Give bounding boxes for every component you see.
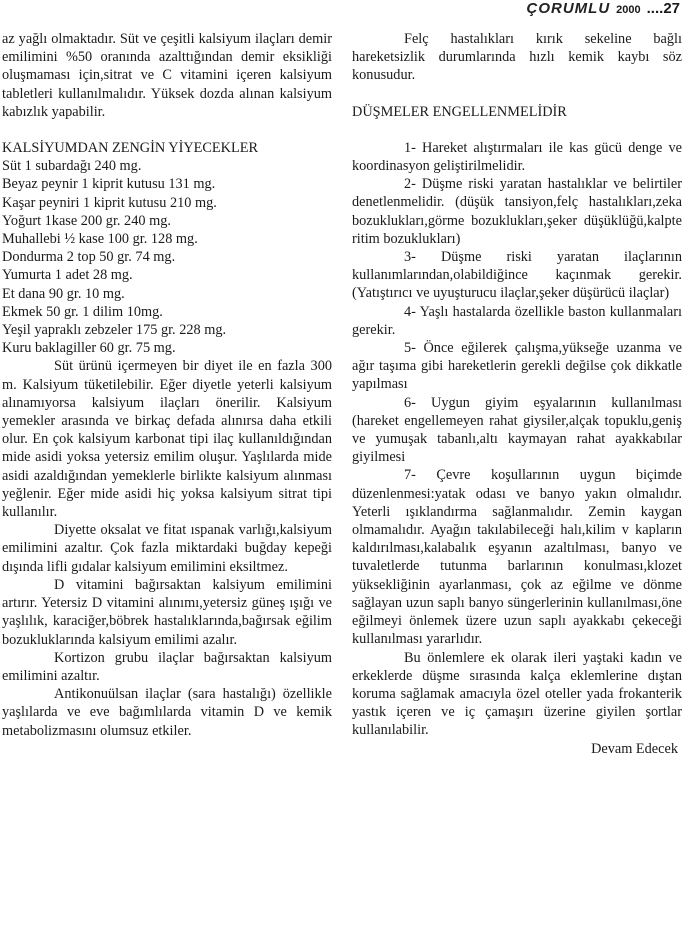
food-item: Yumurta 1 adet 28 mg.: [2, 267, 133, 284]
food-item: Et dana 90 gr. 10 mg.: [2, 285, 125, 302]
left-paragraph-6: Antikonuülsan ilaçlar (sara hastalığı) özellikle yaşlılarda ve eve bağımlılarda vitamin D ve kemik metabolizmasını olumsuz etkiler.: [2, 686, 332, 739]
spacer: [352, 121, 682, 139]
prevention-item: 6- Uygun giyim eşyalarının kullanılması (hareket engellemeyen rahat giysiler,alçak topuklu,geniş ve yumuşak tabanlı,altı kaymayan rahat ayakkabılar giyilmesi: [352, 394, 682, 466]
food-item: Beyaz peynir 1 kiprit kutusu 131 mg.: [2, 176, 216, 193]
prevention-item: 3- Düşme riski yaratan ilaçlarının kullanımlarından,olabildiğince kaçınmak gerekir. (Yatıştırıcı ve uyuşturucu ilaçlar,şeker düşürücü ilaçlar): [352, 249, 682, 302]
left-paragraph-5: Kortizon grubu ilaçlar bağırsaktan kalsiyum emilimini azaltır.: [2, 649, 332, 684]
section-heading-falls: DÜŞMELER ENGELLENMELİDİR: [352, 103, 567, 120]
continued-note: Devam Edecek: [591, 740, 678, 757]
food-item: Kaşar peyniri 1 kiprit kutusu 210 mg.: [2, 194, 217, 211]
prevention-item: 7- Çevre koşullarının uygun biçimde düzenlenmesi:yatak odası ve banyo yakın olmalıdır. Yeterli ışıklandırma sağlanmalıdır. Zemin kaygan olmamalıdır. Ayağın takılabileceği halı,kilim v kapların kaldırılması,kalabalık eşyanın azaltılması, banyo ve tuvaletlerde tutunma barlarının konulması,klozet yüksekliğinin ayarlanması, çok az eğilme ve dönme sağlayan uzun saplı banyo süngerlerinin kullanılması,öne eğilmeyi önlemek üzere uzun saplı ayakkabı çekeceği kullanılması yararlıdır.: [352, 467, 682, 648]
page-number: ....27: [646, 0, 680, 17]
spacer: [2, 121, 332, 139]
left-paragraph-2: Süt ürünü içermeyen bir diyet ile en fazla 300 m. Kalsiyum tüketilebilir. Eğer diyetle yeterli kalsiyum alınamıyorsa kalsiyum ilaçları önerilir. Kalsiyum yemekler arasında ve birkaç defada alınırsa daha etkili olur. En çok kalsiyum karbonat tipi ilaç kullanıldığından mide asidi yoksa yetersiz emilim oluşur. Yaşlılarda mide asidi azaldığından yemeklerle birlikte kalsiyum alınması yeğlenir. Eğer mide asidi hiç yoksa kalsiyum sitrat tipi kullanılır.: [2, 358, 332, 521]
issue-year: 2000: [616, 4, 641, 16]
left-paragraph-1: az yağlı olmaktadır. Süt ve çeşitli kalsiyum ilaçları demir emilimini %50 oranında azalttığından demir eksikliği oluşmaması için,sitrat ve C vitamini içeren kalsiyum tabletleri kullanılmalıdır. Yüksek dozda alınan kalsiyum kabızlık yapabilir.: [2, 31, 332, 120]
spacer: [352, 85, 682, 103]
section-heading-calcium-foods: KALSİYUMDAN ZENGİN YİYECEKLER: [2, 140, 258, 157]
food-item: Dondurma 2 top 50 gr. 74 mg.: [2, 249, 176, 266]
left-paragraph-4: D vitamini bağırsaktan kalsiyum emilimini artırır. Yetersiz D vitamini alınımı,yetersiz güneş ışığı ve yaşlılık, karaciğer,böbrek hastalıklarında,bağırsak eğilim bozukluklarında kalsiyum emilimi azalır.: [2, 576, 332, 648]
food-item: Yoğurt 1kase 200 gr. 240 mg.: [2, 212, 171, 229]
prevention-item: 2- Düşme riski yaratan hastalıklar ve belirtiler denetlenmelidir. (düşük tansiyon,felç hastalıkları,zeka bozuklukları,görme bozuklukları,şeker düşüklüğü,kalpte ritim bozuklukları): [352, 176, 682, 247]
prevention-item: 4- Yaşlı hastalarda özellikle baston kullanmaları gerekir.: [352, 303, 682, 338]
food-item: Kuru baklagiller 60 gr. 75 mg.: [2, 340, 176, 357]
magazine-brand: ÇORUMLU: [526, 0, 611, 17]
left-paragraph-3: Diyette oksalat ve fitat ıspanak varlığı,kalsiyum emilimini azaltır. Çok fazla miktardaki buğday kepeği dışında lifli gıdalar kalsiyum emilimini eksiltmez.: [2, 522, 332, 575]
food-item: Yeşil yapraklı zebzeler 175 gr. 228 mg.: [2, 322, 227, 339]
right-paragraph-last: Bu önlemlere ek olarak ileri yaştaki kadın ve erkeklerde düşme sırasında kalça eklemlerine dıştan koruma sağlamak amacıyla özel oteller yada frokanterik yastık içeren ve iç çamaşırı üzerine giyilen şortlar kullanılabilir.: [352, 649, 682, 739]
left-column: [2, 30, 332, 740]
food-item: Muhallebi ½ kase 100 gr. 128 mg.: [2, 231, 198, 248]
food-item: Süt 1 subardağı 240 mg.: [2, 158, 142, 175]
right-paragraph-1: Felç hastalıkları kırık sekeline bağlı hareketsizlik durumlarında hızlı kemik kaybı söz konusudur.: [352, 31, 682, 84]
food-item: Ekmek 50 gr. 1 dilim 10mg.: [2, 303, 163, 320]
prevention-item: 5- Önce eğilerek çalışma,yükseğe uzanma ve ağır taşıma gibi hareketlerin gerekli değilse çok dikkatle yapılması: [352, 340, 682, 393]
prevention-item: 1- Hareket alıştırmaları ile kas gücü denge ve koordinasyon geliştirilmelidir.: [352, 139, 682, 175]
page-number-value: 27: [663, 0, 680, 17]
page-header: [527, 0, 681, 18]
right-column: [352, 30, 682, 758]
